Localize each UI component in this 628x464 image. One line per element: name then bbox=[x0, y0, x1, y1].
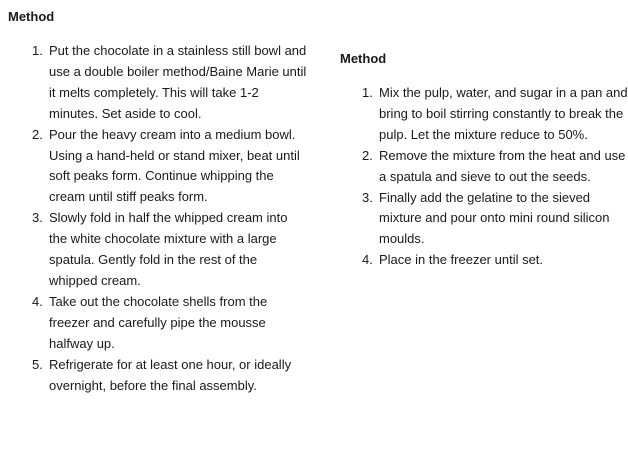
list-item bbox=[8, 292, 308, 355]
step-number: 5. bbox=[32, 356, 43, 372]
step-text: Put the chocolate in a stainless still bowl and use a double boiler method/Baine Marie until it melts completely. This will take 1-2 minutes. Set aside to cool. bbox=[49, 43, 307, 121]
left-steps-list bbox=[8, 41, 308, 396]
list-item bbox=[8, 125, 308, 209]
list-item bbox=[340, 188, 628, 251]
list-item bbox=[8, 41, 308, 125]
step-number: 4. bbox=[32, 293, 43, 309]
step-text: Remove the mixture from the heat and use a spatula and sieve to out the seeds. bbox=[379, 147, 626, 184]
step-number: 3. bbox=[362, 189, 373, 205]
step-number: 2. bbox=[362, 147, 373, 163]
step-number: 4. bbox=[362, 252, 373, 268]
list-item bbox=[340, 146, 628, 188]
step-text: Mix the pulp, water, and sugar in a pan and bring to boil stirring constantly to break the pulp. Let the mixture reduce to 50%. bbox=[379, 85, 628, 142]
list-item bbox=[340, 250, 628, 271]
step-text: Finally add the gelatine to the sieved mixture and pour onto mini round silicon moulds. bbox=[379, 189, 610, 247]
step-text: Refrigerate for at least one hour, or ideally overnight, before the final assembly. bbox=[49, 356, 292, 393]
right-method-heading: Method bbox=[340, 51, 387, 66]
step-text: Take out the chocolate shells from the freezer and carefully pipe the mousse halfway up. bbox=[49, 293, 268, 351]
step-text: Pour the heavy cream into a medium bowl. Using a hand-held or stand mixer, beat until soft peaks form. Continue whipping the cream until stiff peaks form. bbox=[49, 126, 300, 205]
step-number: 3. bbox=[32, 210, 43, 226]
list-item bbox=[8, 355, 308, 397]
list-item bbox=[8, 208, 308, 292]
step-text: Place in the freezer until set. bbox=[379, 252, 544, 268]
step-number: 1. bbox=[362, 85, 373, 100]
step-number: 2. bbox=[32, 126, 43, 142]
step-text: Slowly fold in half the whipped cream into the white chocolate mixture with a large spatula. Gently fold in the rest of the whipped cream. bbox=[49, 210, 288, 288]
step-number: 1. bbox=[32, 43, 43, 58]
list-item bbox=[340, 83, 628, 146]
left-method-heading: Method bbox=[8, 9, 55, 24]
right-steps-list bbox=[340, 83, 628, 271]
